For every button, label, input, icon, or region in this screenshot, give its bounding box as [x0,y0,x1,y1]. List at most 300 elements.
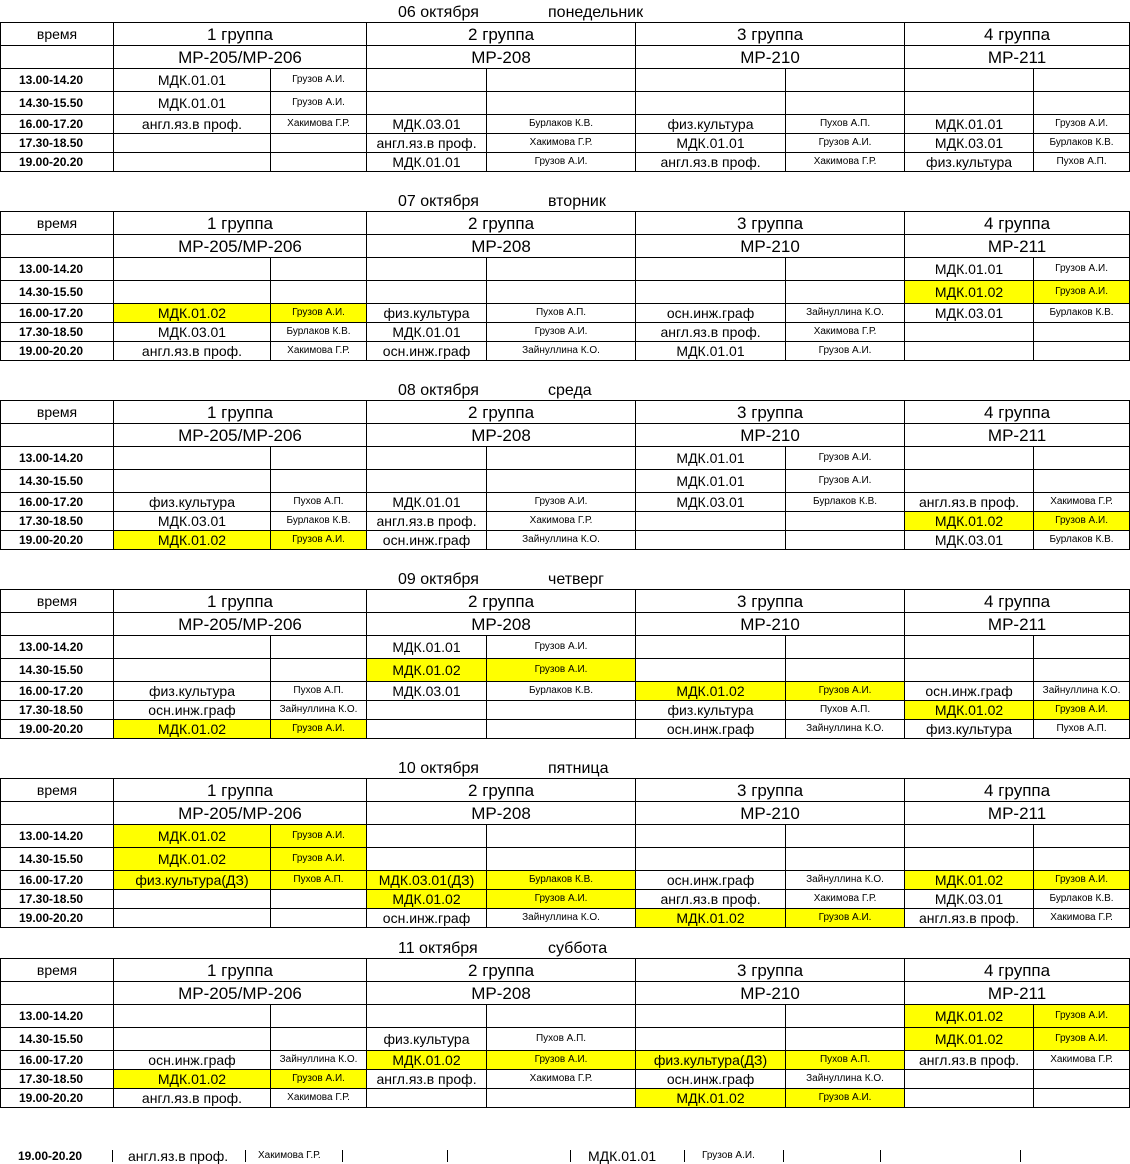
lesson-row [1,92,1130,115]
teacher-cell: Зайнуллина К.О. [487,531,636,550]
subject-cell: англ.яз.в проф. [114,115,271,134]
group-header: 2 группа [367,212,636,235]
day-table [0,400,1130,550]
subject-cell: МДК.03.01 [367,115,487,134]
teacher-cell: Грузов А.И. [786,1089,905,1108]
day-weekday: понедельник [548,4,644,21]
empty-cell [1,613,114,636]
lesson-time: 19.00-20.20 [1,909,114,928]
teacher-cell: Грузов А.И. [271,304,367,323]
teacher-cell [487,447,636,470]
subject-cell [636,531,786,550]
teacher-cell: Пухов А.П. [1034,153,1130,172]
teacher-cell: Зайнуллина К.О. [487,342,636,361]
subject-cell: МДК.01.01 [367,153,487,172]
subject-cell [367,447,487,470]
group-header: 2 группа [367,959,636,982]
group-code: МР-208 [367,613,636,636]
subject-cell: МДК.01.01 [367,636,487,659]
teacher-cell: Пухов А.П. [786,1051,905,1070]
subject-cell: МДК.03.01 [114,512,271,531]
group-code-row [1,982,1130,1005]
subject-cell: МДК.03.01 [367,682,487,701]
group-code: МР-205/МР-206 [114,235,367,258]
teacher-cell: Зайнуллина К.О. [487,909,636,928]
subject-cell: МДК.01.02 [114,1070,271,1089]
group-header: 1 группа [114,23,367,46]
group-header-row [1,959,1130,982]
group-header: 4 группа [905,212,1130,235]
subject-cell: МДК.01.01 [114,92,271,115]
subject-cell [367,825,487,848]
teacher-cell [487,92,636,115]
subject-cell [636,1005,786,1028]
lesson-time: 16.00-17.20 [1,493,114,512]
lesson-row [1,470,1130,493]
teacher-cell [786,512,905,531]
teacher-cell [487,701,636,720]
subject-cell [114,447,271,470]
subject-cell [905,1070,1034,1089]
group-header: 2 группа [367,23,636,46]
group-header-row [1,401,1130,424]
cut-off-teacher: Хакимова Г.Р. [258,1150,321,1161]
teacher-cell: Зайнуллина К.О. [271,1051,367,1070]
time-column-header: время [1,401,114,424]
group-code: МР-210 [636,802,905,825]
lesson-row [1,890,1130,909]
lesson-row [1,1005,1130,1028]
subject-cell [905,323,1034,342]
teacher-cell: Хакимова Г.Р. [271,1089,367,1108]
group-code: МР-208 [367,982,636,1005]
subject-cell: МДК.01.02 [905,701,1034,720]
lesson-time: 14.30-15.50 [1,92,114,115]
teacher-cell [487,1089,636,1108]
teacher-cell [1034,470,1130,493]
subject-cell: МДК.01.02 [905,281,1034,304]
lesson-time: 17.30-18.50 [1,1070,114,1089]
group-header: 1 группа [114,779,367,802]
teacher-cell: Бурлаков К.В. [271,512,367,531]
subject-cell: осн.инж.граф [367,909,487,928]
subject-cell: физ.культура(ДЗ) [114,871,271,890]
teacher-cell: Бурлаков К.В. [1034,304,1130,323]
subject-cell [367,92,487,115]
teacher-cell: Грузов А.И. [1034,701,1130,720]
teacher-cell [271,281,367,304]
group-header: 4 группа [905,23,1130,46]
lesson-row [1,493,1130,512]
teacher-cell [487,1005,636,1028]
teacher-cell: Грузов А.И. [1034,1005,1130,1028]
teacher-cell: Пухов А.П. [271,493,367,512]
teacher-cell [786,825,905,848]
cut-off-teacher: Грузов А.И. [702,1150,755,1161]
lesson-time: 16.00-17.20 [1,871,114,890]
teacher-cell: Грузов А.И. [487,659,636,682]
teacher-cell: Грузов А.И. [487,890,636,909]
lesson-time: 16.00-17.20 [1,115,114,134]
cut-off-subject: англ.яз.в проф. [128,1148,229,1164]
subject-cell [367,258,487,281]
subject-cell [905,1089,1034,1108]
teacher-cell: Хакимова Г.Р. [487,134,636,153]
teacher-cell: Грузов А.И. [786,909,905,928]
lesson-time: 13.00-14.20 [1,447,114,470]
lesson-time: 19.00-20.20 [1,342,114,361]
empty-cell [1,982,114,1005]
teacher-cell: Грузов А.И. [271,825,367,848]
lesson-row [1,909,1130,928]
lesson-row [1,531,1130,550]
lesson-row [1,115,1130,134]
teacher-cell [1034,848,1130,871]
lesson-row [1,1028,1130,1051]
day-header [0,0,1060,22]
teacher-cell [487,470,636,493]
teacher-cell [1034,659,1130,682]
subject-cell [367,69,487,92]
group-code: МР-211 [905,424,1130,447]
lesson-time: 14.30-15.50 [1,848,114,871]
day-date: 11 октября [398,940,478,957]
teacher-cell [271,470,367,493]
subject-cell: осн.инж.граф [636,871,786,890]
subject-cell: МДК.01.02 [114,304,271,323]
teacher-cell: Грузов А.И. [1034,281,1130,304]
teacher-cell: Грузов А.И. [786,682,905,701]
teacher-cell [487,258,636,281]
teacher-cell [271,258,367,281]
group-header: 4 группа [905,779,1130,802]
day-block [0,0,1114,189]
subject-cell [367,701,487,720]
empty-cell [1,235,114,258]
subject-cell: МДК.03.01 [905,890,1034,909]
subject-cell [114,659,271,682]
lesson-row [1,323,1130,342]
subject-cell [905,447,1034,470]
subject-cell [636,636,786,659]
teacher-cell: Бурлаков К.В. [1034,134,1130,153]
lesson-time: 19.00-20.20 [1,531,114,550]
subject-cell: МДК.01.02 [636,1089,786,1108]
subject-cell: МДК.01.01 [636,470,786,493]
teacher-cell [271,909,367,928]
subject-cell [367,281,487,304]
time-column-header: время [1,23,114,46]
subject-cell [636,659,786,682]
teacher-cell [786,531,905,550]
lesson-time: 14.30-15.50 [1,281,114,304]
subject-cell: МДК.01.02 [367,1051,487,1070]
subject-cell [905,848,1034,871]
group-code: МР-205/МР-206 [114,802,367,825]
teacher-cell: Зайнуллина К.О. [1034,682,1130,701]
subject-cell: физ.культура [367,304,487,323]
teacher-cell: Хакимова Г.Р. [1034,909,1130,928]
group-header-row [1,23,1130,46]
lesson-time: 13.00-14.20 [1,636,114,659]
teacher-cell [786,636,905,659]
subject-cell [114,1028,271,1051]
subject-cell [114,258,271,281]
subject-cell [114,636,271,659]
lesson-row [1,720,1130,739]
teacher-cell: Грузов А.И. [271,1070,367,1089]
group-code-row [1,613,1130,636]
teacher-cell [271,1005,367,1028]
teacher-cell [1034,447,1130,470]
subject-cell: осн.инж.граф [367,531,487,550]
subject-cell: МДК.03.01(ДЗ) [367,871,487,890]
teacher-cell: Грузов А.И. [487,493,636,512]
group-code: МР-205/МР-206 [114,46,367,69]
teacher-cell: Пухов А.П. [1034,720,1130,739]
lesson-row [1,659,1130,682]
day-header [0,567,1060,589]
teacher-cell: Грузов А.И. [271,848,367,871]
subject-cell [367,470,487,493]
subject-cell: осн.инж.граф [114,1051,271,1070]
lesson-time: 13.00-14.20 [1,69,114,92]
day-table [0,778,1130,928]
teacher-cell: Грузов А.И. [1034,258,1130,281]
group-header-row [1,212,1130,235]
teacher-cell: Зайнуллина К.О. [271,701,367,720]
subject-cell: МДК.01.02 [114,848,271,871]
lesson-row [1,871,1130,890]
teacher-cell [487,825,636,848]
lesson-row [1,258,1130,281]
day-date: 07 октября [398,193,479,210]
teacher-cell [271,1028,367,1051]
lesson-time: 14.30-15.50 [1,470,114,493]
subject-cell: физ.культура [636,115,786,134]
lesson-row [1,848,1130,871]
day-date: 09 октября [398,571,479,588]
group-code-row [1,424,1130,447]
day-date: 10 октября [398,760,479,777]
lesson-time: 17.30-18.50 [1,890,114,909]
lesson-time: 14.30-15.50 [1,659,114,682]
lesson-row [1,1089,1130,1108]
group-header: 4 группа [905,590,1130,613]
teacher-cell: Хакимова Г.Р. [1034,493,1130,512]
lesson-time: 17.30-18.50 [1,512,114,531]
teacher-cell: Бурлаков К.В. [271,323,367,342]
day-date: 08 октября [398,382,479,399]
group-header: 3 группа [636,23,905,46]
teacher-cell: Пухов А.П. [487,1028,636,1051]
teacher-cell [487,281,636,304]
subject-cell [636,258,786,281]
subject-cell: англ.яз.в проф. [636,153,786,172]
day-block [0,567,1121,756]
group-header: 2 группа [367,779,636,802]
day-weekday: суббота [548,940,608,957]
day-weekday: среда [548,382,592,399]
subject-cell [114,470,271,493]
teacher-cell [1034,69,1130,92]
group-header: 3 группа [636,401,905,424]
cut-off-time: 19.00-20.20 [18,1149,83,1163]
subject-cell: МДК.01.02 [114,825,271,848]
subject-cell: англ.яз.в проф. [367,1070,487,1089]
teacher-cell: Грузов А.И. [1034,512,1130,531]
subject-cell: англ.яз.в проф. [367,134,487,153]
subject-cell: МДК.01.02 [636,682,786,701]
subject-cell [114,890,271,909]
teacher-cell [786,92,905,115]
subject-cell: физ.культура [905,720,1034,739]
group-code: МР-208 [367,235,636,258]
teacher-cell [271,153,367,172]
group-code-row [1,46,1130,69]
group-code: МР-211 [905,46,1130,69]
day-header [0,936,1060,958]
teacher-cell [1034,323,1130,342]
teacher-cell [786,258,905,281]
teacher-cell: Зайнуллина К.О. [786,304,905,323]
subject-cell: МДК.01.01 [636,342,786,361]
subject-cell: осн.инж.граф [905,682,1034,701]
teacher-cell [487,720,636,739]
lesson-row [1,281,1130,304]
teacher-cell: Зайнуллина К.О. [786,1070,905,1089]
teacher-cell [271,447,367,470]
teacher-cell: Зайнуллина К.О. [786,871,905,890]
teacher-cell: Бурлаков К.В. [1034,890,1130,909]
teacher-cell [786,1005,905,1028]
subject-cell: МДК.01.01 [367,493,487,512]
subject-cell [636,69,786,92]
group-code: МР-211 [905,802,1130,825]
subject-cell [636,512,786,531]
teacher-cell [1034,825,1130,848]
subject-cell [367,1089,487,1108]
subject-cell: МДК.01.02 [367,890,487,909]
teacher-cell [271,134,367,153]
subject-cell: осн.инж.граф [636,1070,786,1089]
lesson-row [1,825,1130,848]
time-column-header: время [1,590,114,613]
teacher-cell: Грузов А.И. [786,342,905,361]
cut-off-subject: МДК.01.01 [588,1148,657,1164]
teacher-cell: Хакимова Г.Р. [786,323,905,342]
day-weekday: четверг [548,571,604,588]
subject-cell: физ.культура [905,153,1034,172]
teacher-cell: Грузов А.И. [786,447,905,470]
group-code: МР-210 [636,424,905,447]
subject-cell [905,69,1034,92]
group-header: 3 группа [636,590,905,613]
group-code: МР-205/МР-206 [114,982,367,1005]
day-block [0,189,1114,378]
group-code-row [1,802,1130,825]
subject-cell [905,636,1034,659]
day-table [0,22,1130,172]
subject-cell [905,825,1034,848]
teacher-cell: Пухов А.П. [487,304,636,323]
subject-cell: англ.яз.в проф. [636,323,786,342]
teacher-cell: Грузов А.И. [487,153,636,172]
empty-cell [1,46,114,69]
teacher-cell [786,281,905,304]
teacher-cell: Грузов А.И. [1034,115,1130,134]
subject-cell [367,720,487,739]
subject-cell: МДК.01.02 [905,871,1034,890]
subject-cell: физ.культура [367,1028,487,1051]
lesson-row [1,1051,1130,1070]
subject-cell: англ.яз.в проф. [114,1089,271,1108]
teacher-cell: Хакимова Г.Р. [487,512,636,531]
teacher-cell: Грузов А.И. [1034,871,1130,890]
lesson-time: 19.00-20.20 [1,153,114,172]
subject-cell [114,909,271,928]
lesson-row [1,512,1130,531]
time-column-header: время [1,959,114,982]
teacher-cell [271,890,367,909]
subject-cell: осн.инж.граф [636,720,786,739]
subject-cell: МДК.01.02 [905,512,1034,531]
lesson-time: 17.30-18.50 [1,323,114,342]
cut-off-row [0,1150,1060,1162]
teacher-cell [786,1028,905,1051]
lesson-row [1,682,1130,701]
group-code: МР-210 [636,613,905,636]
teacher-cell: Пухов А.П. [786,701,905,720]
group-header: 1 группа [114,401,367,424]
teacher-cell: Хакимова Г.Р. [786,890,905,909]
group-code: МР-211 [905,982,1130,1005]
subject-cell [636,825,786,848]
group-header: 2 группа [367,590,636,613]
group-code: МР-205/МР-206 [114,424,367,447]
subject-cell: физ.культура(ДЗ) [636,1051,786,1070]
lesson-time: 16.00-17.20 [1,1051,114,1070]
day-table [0,211,1130,361]
teacher-cell: Грузов А.И. [487,323,636,342]
teacher-cell: Грузов А.И. [786,134,905,153]
subject-cell: МДК.03.01 [636,493,786,512]
time-column-header: время [1,779,114,802]
teacher-cell [271,659,367,682]
lesson-row [1,134,1130,153]
subject-cell: англ.яз.в проф. [636,890,786,909]
teacher-cell [786,659,905,682]
subject-cell: англ.яз.в проф. [905,493,1034,512]
group-code: МР-208 [367,802,636,825]
group-code-row [1,235,1130,258]
teacher-cell: Пухов А.П. [786,115,905,134]
group-code: МР-210 [636,982,905,1005]
teacher-cell: Грузов А.И. [271,92,367,115]
teacher-cell [786,69,905,92]
lesson-time: 13.00-14.20 [1,1005,114,1028]
subject-cell: физ.культура [114,682,271,701]
lesson-time: 19.00-20.20 [1,1089,114,1108]
teacher-cell: Хакимова Г.Р. [271,115,367,134]
day-header [0,378,1060,400]
subject-cell: МДК.01.01 [905,115,1034,134]
teacher-cell: Бурлаков К.В. [1034,531,1130,550]
subject-cell: МДК.03.01 [905,531,1034,550]
group-code: МР-205/МР-206 [114,613,367,636]
day-weekday: вторник [548,193,606,210]
subject-cell: осн.инж.граф [636,304,786,323]
